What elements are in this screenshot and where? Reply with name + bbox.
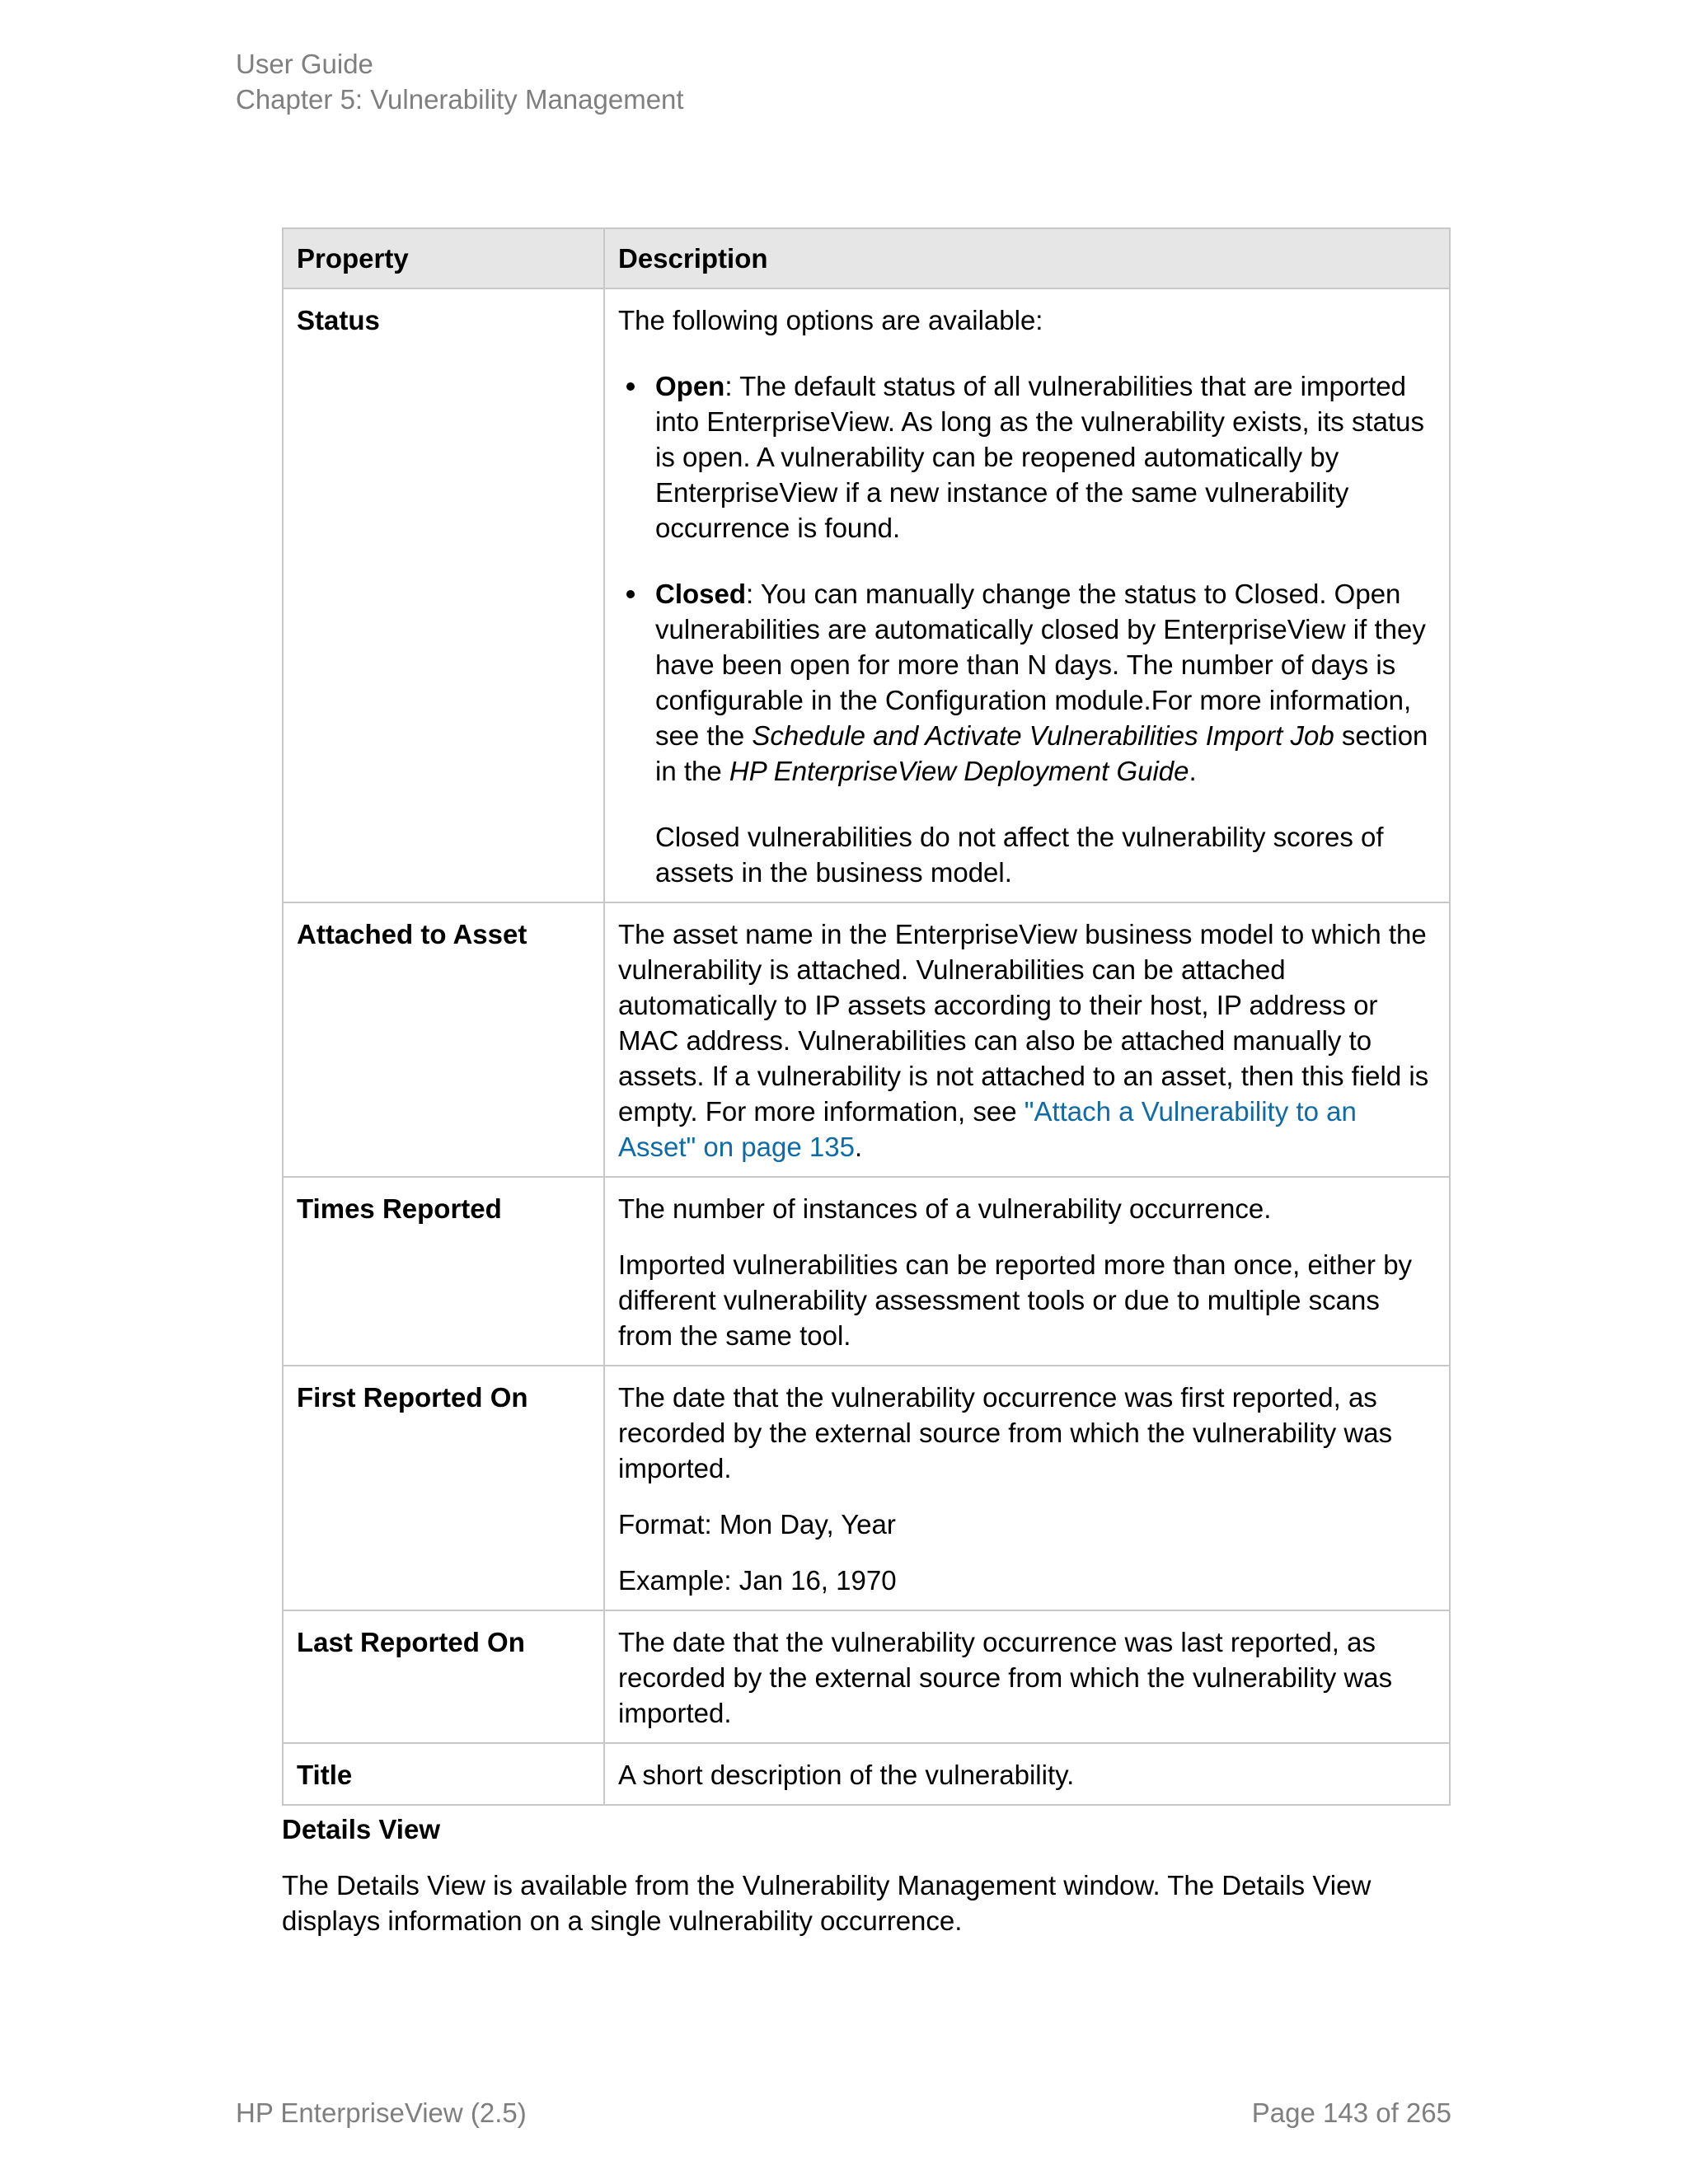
- status-option-closed: [618, 576, 1437, 890]
- table-row-status: [283, 288, 1450, 902]
- times-reported-note: Imported vulnerabilities can be reported more than once, either by different vulnerability assessment tools or due to multiple scans from the same tool.: [618, 1249, 1413, 1351]
- property-cell: First Reported On: [283, 1366, 604, 1610]
- closed-description: : You can manually change the status to Closed. Open vulnerabilities are automatically closed by EnterpriseView if they have been open for more than N days. The number of days is configurable in the Configuration module.For more information, see the: [655, 579, 1426, 751]
- description-cell: [604, 288, 1450, 902]
- title-description: A short description of the vulnerability.: [618, 1760, 1075, 1790]
- property-cell: Last Reported On: [283, 1610, 604, 1743]
- bullet-icon: [626, 590, 635, 598]
- bullet-icon: [626, 382, 635, 391]
- property-cell: Attached to Asset: [283, 902, 604, 1177]
- footer-page-number: Page 143 of 265: [1251, 2097, 1451, 2128]
- table-row-last-reported-on: [283, 1610, 1450, 1743]
- table-row-times-reported: [283, 1177, 1450, 1366]
- status-option-open: [618, 368, 1437, 546]
- section-reference: Schedule and Activate Vulnerabilities Import Job: [752, 720, 1334, 751]
- times-reported-description: The number of instances of a vulnerability occurrence.: [618, 1193, 1272, 1224]
- table-row-title: [283, 1743, 1450, 1805]
- date-format: Format: Mon Day, Year: [618, 1509, 896, 1540]
- description-cell: [604, 1610, 1450, 1743]
- details-view-heading: Details View: [282, 1814, 440, 1844]
- details-view-paragraph: The Details View is available from the Vulnerability Management window. The Details View displays information on a single vulnerability occurrence.: [282, 1870, 1372, 1936]
- closed-description-end: .: [1189, 756, 1197, 786]
- table-row-attached-to-asset: [283, 902, 1450, 1177]
- attached-description: The asset name in the EnterpriseView business model to which the vulnerability is attached. Vulnerabilities can be attached automatically to IP assets according to their host, IP address or MAC address. Vulnerabilities can also be attached manually to assets. If a vulnerability is not attached to an asset, then this field is empty. For more information, see: [618, 919, 1429, 1127]
- description-cell: [604, 1366, 1450, 1610]
- status-options-list: [618, 368, 1437, 890]
- last-reported-description: The date that the vulnerability occurrence was last reported, as recorded by the external source from which the vulnerability was imported.: [618, 1627, 1393, 1728]
- property-cell: Title: [283, 1743, 604, 1805]
- guide-reference: HP EnterpriseView Deployment Guide: [729, 756, 1189, 786]
- description-cell: [604, 902, 1450, 1177]
- chapter-title: Chapter 5: Vulnerability Management: [236, 84, 684, 115]
- description-cell: [604, 1177, 1450, 1366]
- closed-term: Closed: [655, 579, 747, 609]
- status-intro: The following options are available:: [618, 305, 1043, 335]
- page-header: [236, 46, 684, 117]
- table-header-row: [283, 228, 1450, 288]
- open-description: : The default status of all vulnerabilities that are imported into EnterpriseView. As long as the vulnerability exists, its status is open. A vulnerability can be reopened automatically by EnterpriseView if a new instance of the same vulnerability occurrence is found.: [655, 371, 1425, 543]
- footer-product: HP EnterpriseView (2.5): [236, 2097, 527, 2128]
- property-cell: Status: [283, 288, 604, 902]
- column-header-description: Description: [604, 228, 1450, 288]
- open-term: Open: [655, 371, 725, 401]
- guide-title: User Guide: [236, 49, 373, 79]
- attached-description-end: .: [854, 1132, 863, 1162]
- table-row-first-reported-on: [283, 1366, 1450, 1610]
- property-cell: Times Reported: [283, 1177, 604, 1366]
- date-example: Example: Jan 16, 1970: [618, 1565, 897, 1596]
- attach-vulnerability-link[interactable]: "Attach a Vulnerability to an Asset" on page 135: [618, 1096, 1357, 1162]
- first-reported-description: The date that the vulnerability occurrence was first reported, as recorded by the external source from which the vulnerability was imported.: [618, 1382, 1393, 1483]
- column-header-property: Property: [283, 228, 604, 288]
- properties-table: [282, 227, 1451, 1806]
- closed-note: Closed vulnerabilities do not affect the vulnerability scores of assets in the business model.: [655, 822, 1384, 888]
- description-cell: [604, 1743, 1450, 1805]
- closed-description-cont: section in the: [655, 720, 1428, 786]
